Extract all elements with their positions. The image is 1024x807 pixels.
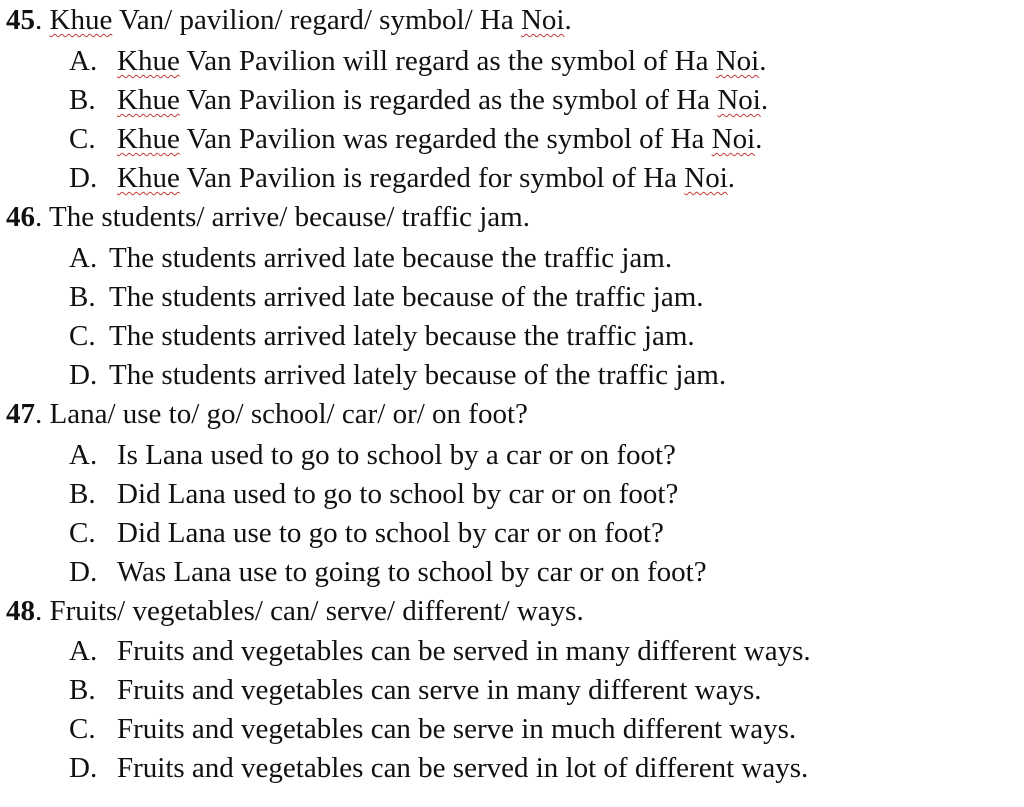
option-letter: C.: [69, 713, 96, 745]
question-47-option-b: [69, 476, 678, 512]
option-text: Fruits and vegetables can serve in many different ways.: [117, 674, 762, 706]
option-text: Van Pavilion will regard as the symbol of Ha: [179, 45, 716, 77]
question-45-option-b: [69, 82, 768, 118]
option-text: The students arrived late because of the traffic jam.: [109, 281, 704, 313]
option-letter: C.: [69, 320, 96, 352]
option-letter: D.: [69, 556, 98, 588]
question-46-option-c: [69, 318, 695, 354]
question-48-option-d: [69, 750, 808, 786]
prompt-text: Fruits/ vegetables/ can/ serve/ different/ ways.: [49, 595, 584, 627]
question-separator: .: [35, 398, 50, 430]
option-text: .: [760, 84, 769, 116]
option-text: .: [759, 45, 767, 77]
question-48-option-a: [69, 633, 811, 669]
spellcheck-word: Khue: [117, 45, 180, 77]
option-letter: B.: [69, 281, 96, 313]
question-number: 46: [6, 201, 35, 233]
option-text: Did Lana use to go to school by car or on foot?: [117, 517, 664, 549]
option-letter: B.: [69, 84, 96, 116]
option-text: The students arrived late because the traffic jam.: [109, 242, 673, 274]
spellcheck-word: Noi: [520, 4, 565, 36]
option-text: .: [755, 123, 763, 155]
question-45-option-c: [69, 121, 762, 157]
option-letter: A.: [69, 635, 98, 667]
option-text: The students arrived lately because of the traffic jam.: [109, 359, 727, 391]
question-45-option-a: [69, 43, 766, 79]
spellcheck-word: Khue: [117, 162, 180, 194]
question-47-option-a: [69, 437, 676, 473]
prompt-text: .: [564, 4, 572, 36]
prompt-text: The students/ arrive/ because/ traffic jam.: [48, 201, 530, 233]
question-45-prompt: [6, 2, 572, 38]
option-text: .: [727, 162, 736, 194]
spellcheck-word: Noi: [711, 123, 756, 155]
option-text: The students arrived lately because the traffic jam.: [109, 320, 695, 352]
question-48-option-c: [69, 711, 796, 747]
option-letter: A.: [69, 242, 98, 274]
option-text: Did Lana used to go to school by car or on foot?: [117, 478, 679, 510]
spellcheck-word: Khue: [117, 123, 180, 155]
question-48-prompt: [6, 593, 584, 629]
spellcheck-word: Noi: [684, 162, 728, 194]
spellcheck-word: Khue: [117, 84, 180, 116]
question-46-option-b: [69, 279, 704, 315]
option-letter: B.: [69, 478, 96, 510]
option-letter: B.: [69, 674, 96, 706]
question-48-option-b: [69, 672, 762, 708]
question-number: 45: [6, 4, 35, 36]
prompt-text: Lana/ use to/ go/ school/ car/ or/ on foot?: [49, 398, 528, 430]
question-46-option-d: [69, 357, 726, 393]
spellcheck-word: Noi: [717, 84, 761, 116]
question-46-prompt: [6, 199, 530, 235]
question-47-option-d: [69, 554, 707, 590]
option-text: Van Pavilion was regarded the symbol of Ha: [179, 123, 712, 155]
option-letter: D.: [69, 359, 98, 391]
option-text: Was Lana use to going to school by car or on foot?: [117, 556, 707, 588]
question-46-option-a: [69, 240, 672, 276]
option-text: Fruits and vegetables can be served in lot of different ways.: [117, 752, 809, 784]
question-separator: .: [35, 595, 50, 627]
question-separator: .: [35, 4, 50, 36]
option-text: Fruits and vegetables can be served in many different ways.: [117, 635, 811, 667]
option-letter: D.: [69, 162, 98, 194]
option-text: Van Pavilion is regarded for symbol of Ha: [179, 162, 685, 194]
option-text: Is Lana used to go to school by a car or on foot?: [117, 439, 676, 471]
question-separator: .: [35, 201, 49, 233]
option-letter: D.: [69, 752, 98, 784]
question-45-option-d: [69, 160, 735, 196]
question-47-prompt: [6, 396, 528, 432]
option-text: Fruits and vegetables can be serve in much different ways.: [117, 713, 797, 745]
spellcheck-word: Khue: [49, 4, 113, 36]
option-letter: C.: [69, 517, 96, 549]
question-number: 47: [6, 398, 35, 430]
prompt-text: Van/ pavilion/ regard/ symbol/ Ha: [112, 4, 521, 36]
question-47-option-c: [69, 515, 664, 551]
option-letter: A.: [69, 45, 98, 77]
spellcheck-word: Noi: [715, 45, 760, 77]
question-number: 48: [6, 595, 35, 627]
option-text: Van Pavilion is regarded as the symbol of Ha: [179, 84, 718, 116]
option-letter: A.: [69, 439, 98, 471]
option-letter: C.: [69, 123, 96, 155]
